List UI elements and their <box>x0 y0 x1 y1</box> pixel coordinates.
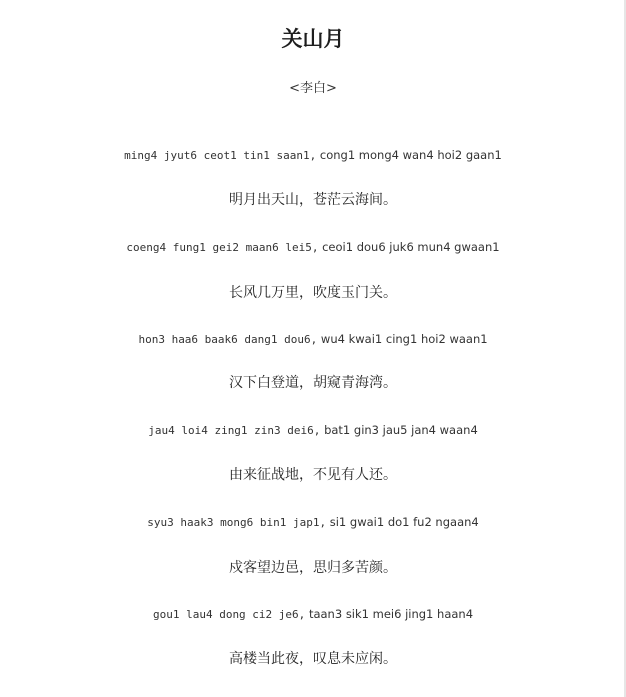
poem-line: 高楼当此夜，叹息未应闲。 <box>229 651 397 667</box>
romanization-line <box>0 605 626 624</box>
poem-line: 汉下白登道，胡窥青海湾。 <box>229 375 397 391</box>
poem-line: 戍客望边邑，思归多苦颜。 <box>229 560 397 576</box>
romanization-second-half: ceoi1 dou6 juk6 mun4 gwaan1 <box>322 240 500 254</box>
romanization-first-half: gou1 lau4 dong ci2 je6, <box>152 608 306 621</box>
romanization-line <box>0 146 626 165</box>
romanization-second-half: cong1 mong4 wan4 hoi2 gaan1 <box>319 148 502 162</box>
poem-line: 明月出天山，苍茫云海间。 <box>229 192 397 208</box>
romanization-second-half: wu4 kwai1 cing1 hoi2 waan1 <box>320 332 488 346</box>
romanization-first-half: hon3 haa6 baak6 dang1 dou6, <box>138 333 318 346</box>
romanization-second-half: si1 gwai1 do1 fu2 ngaan4 <box>329 515 479 529</box>
romanization-line <box>0 238 626 257</box>
romanization-first-half: ming4 jyut6 ceot1 tin1 saan1, <box>124 149 317 162</box>
romanization-first-half: jau4 loi4 zing1 zin3 dei6, <box>148 424 321 437</box>
romanization-first-half: syu3 haak3 mong6 bin1 jap1, <box>147 516 327 529</box>
poem-line: 长风几万里，吹度玉门关。 <box>229 285 397 301</box>
romanization-second-half: taan3 sik1 mei6 jing1 haan4 <box>308 607 474 621</box>
romanization-first-half: coeng4 fung1 gei2 maan6 lei5, <box>126 241 319 254</box>
romanization-line <box>0 330 626 349</box>
poem-line: 由来征战地，不见有人还。 <box>229 467 397 483</box>
romanization-second-half: bat1 gin3 jau5 jan4 waan4 <box>324 423 478 437</box>
romanization-line <box>0 421 626 440</box>
romanization-line <box>0 513 626 532</box>
poem-title: 关山月 <box>281 27 345 51</box>
poem-author: <李白> <box>289 81 337 96</box>
